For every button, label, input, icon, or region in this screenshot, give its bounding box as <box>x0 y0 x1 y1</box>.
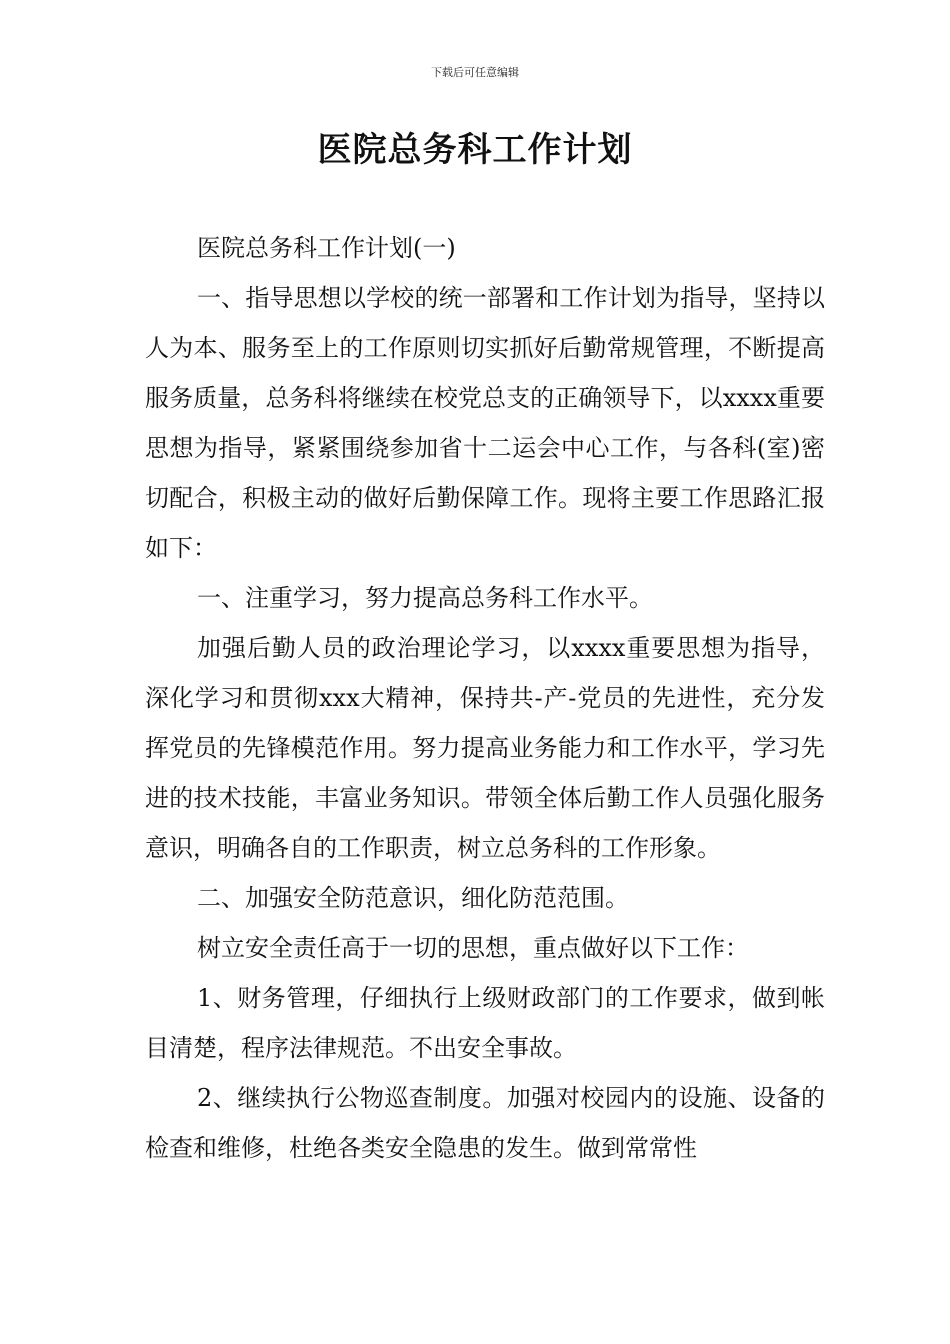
paragraph-guiding-ideology: 一、指导思想以学校的统一部署和工作计划为指导，坚持以人为本、服务至上的工作原则切实抓好后勤常规管理，不断提高服务质量，总务科将继续在校党总支的正确领导下，以xxxx重要思想为指导，紧紧围绕参加省十二运会中心工作，与各科(室)密切配合，积极主动的做好后勤保障工作。现将主要工作思路汇报如下： <box>145 284 825 562</box>
paragraph-item-1: 1、财务管理，仔细执行上级财政部门的工作要求，做到帐目清楚，程序法律规范。不出安全事故。 <box>145 984 825 1062</box>
header-note: 下载后可任意编辑 <box>431 66 519 79</box>
paragraph-heading-1: 一、注重学习，努力提高总务科工作水平。 <box>197 584 653 612</box>
paragraph-study: 加强后勤人员的政治理论学习，以xxxx重要思想为指导，深化学习和贯彻xxx大精神，保持共-产-党员的先进性，充分发挥党员的先锋模范作用。努力提高业务能力和工作水平，学习先进的技术技能，丰富业务知识。带领全体后勤工作人员强化服务意识，明确各自的工作职责，树立总务科的工作形象。 <box>145 634 825 862</box>
document-body <box>145 223 825 1173</box>
paragraph-safety-intro: 树立安全责任高于一切的思想，重点做好以下工作： <box>197 934 749 962</box>
paragraph-item-2: 2、继续执行公物巡查制度。加强对校园内的设施、设备的检查和维修，杜绝各类安全隐患的发生。做到常常性 <box>145 1084 825 1162</box>
document-title: 医院总务科工作计划 <box>317 130 633 170</box>
paragraph-heading-2: 二、加强安全防范意识，细化防范范围。 <box>197 884 629 912</box>
paragraph-subtitle: 医院总务科工作计划(一) <box>197 234 456 262</box>
